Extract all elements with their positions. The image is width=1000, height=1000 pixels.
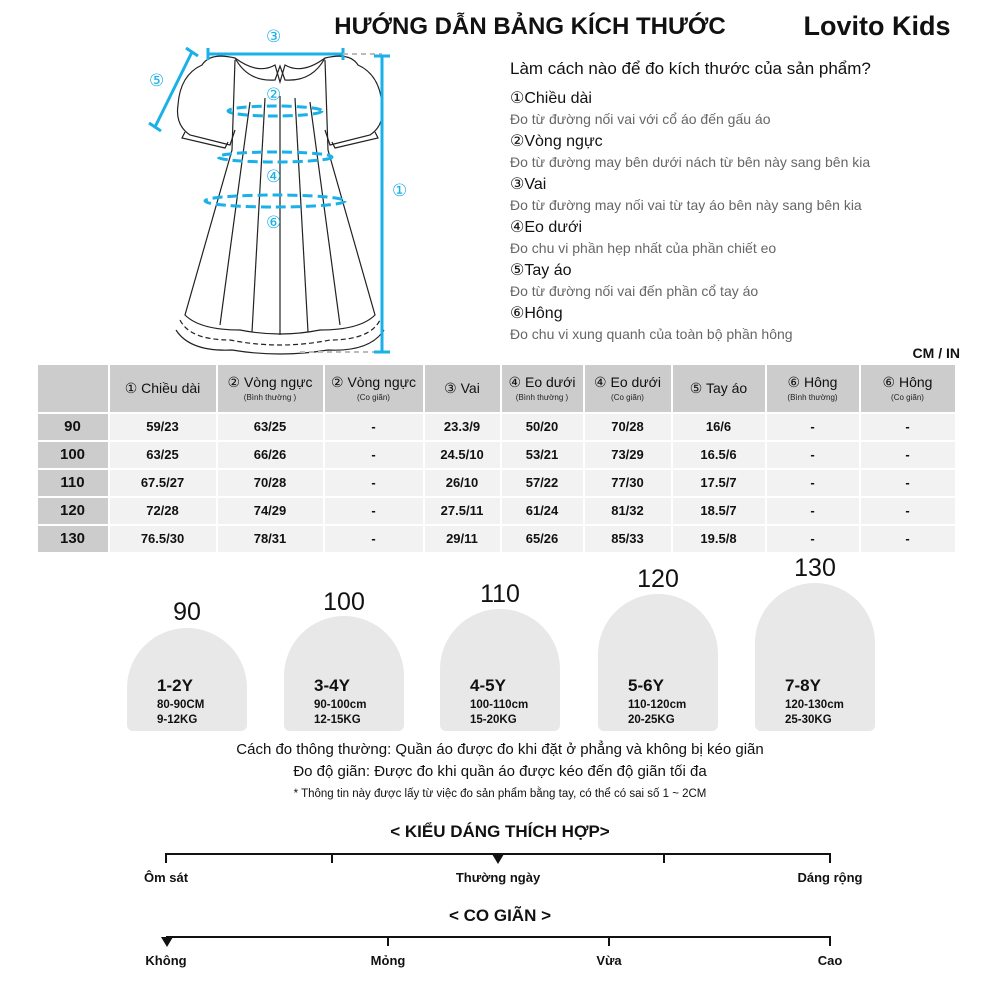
size-card-weight: 12-15KG — [314, 714, 361, 726]
size-card-number: 110 — [480, 580, 520, 608]
dress-illustration — [140, 20, 420, 360]
row-size-label: 130 — [38, 526, 108, 552]
table-cell: 81/32 — [585, 498, 671, 524]
size-card-age: 4-5Y — [470, 676, 506, 695]
table-cell: - — [325, 498, 423, 524]
size-card-height: 90-100cm — [314, 699, 367, 711]
table-cell: 65/26 — [502, 526, 583, 552]
column-header — [218, 365, 323, 412]
table-cell: 53/21 — [502, 442, 583, 468]
marker-1: ① — [392, 181, 408, 201]
table-cell: 23.3/9 — [425, 414, 500, 440]
stretch-label-thin: Mỏng — [370, 953, 406, 968]
fit-label-tight: Ôm sát — [143, 870, 189, 885]
table-cell: - — [767, 470, 859, 496]
definition-desc: Đo chu vi xung quanh của toàn bộ phần hông — [510, 326, 793, 342]
fit-label-loose: Dáng rộng — [797, 870, 863, 885]
column-header-sublabel: (Bình thường) — [787, 392, 838, 402]
table-cell: 74/29 — [218, 498, 323, 524]
definition-desc: Đo từ đường may bên dưới nách từ bên này sang bên kia — [510, 154, 871, 170]
fit-scale-tick — [663, 853, 665, 863]
marker-2: ② — [266, 85, 282, 105]
stretch-scale-tick — [829, 936, 831, 946]
row-size-label: 90 — [38, 414, 108, 440]
column-header — [673, 365, 765, 412]
row-size-label: 120 — [38, 498, 108, 524]
stretch-label-high: Cao — [817, 953, 843, 968]
size-card-age: 5-6Y — [628, 676, 664, 695]
table-row — [38, 526, 955, 552]
table-cell: - — [767, 526, 859, 552]
table-cell: 67.5/27 — [110, 470, 216, 496]
definition-title: ⑥Hông — [510, 305, 563, 322]
fit-scale-tick — [829, 853, 831, 863]
table-cell: 63/25 — [110, 442, 216, 468]
marker-3: ③ — [266, 27, 282, 47]
table-cell: - — [325, 414, 423, 440]
marker-6: ⑥ — [266, 213, 282, 233]
size-card-height: 120-130cm — [785, 699, 844, 711]
size-card-weight: 9-12KG — [157, 714, 198, 726]
table-cell: - — [767, 442, 859, 468]
note-normal-measure: Cách đo thông thường: Quần áo được đo khi đặt ở phẳng và không bị kéo giãn — [236, 741, 764, 758]
column-header-sublabel: (Co giãn) — [611, 392, 644, 402]
table-cell: 50/20 — [502, 414, 583, 440]
fit-scale-title: < KIỂU DÁNG THÍCH HỢP> — [390, 822, 610, 841]
column-header — [585, 365, 671, 412]
size-card-height: 100-110cm — [470, 699, 529, 711]
column-header — [767, 365, 859, 412]
table-cell: - — [767, 498, 859, 524]
definition-desc: Đo từ đường may nối vai từ tay áo bên này sang bên kia — [510, 197, 862, 213]
howto-question: Làm cách nào để đo kích thước của sản phẩm? — [510, 59, 871, 78]
fit-scale-tick — [331, 853, 333, 863]
table-cell: - — [325, 470, 423, 496]
fit-scale-marker — [492, 854, 504, 864]
size-table — [36, 363, 957, 554]
column-header-sublabel: (Co giãn) — [891, 392, 924, 402]
marker-5: ⑤ — [149, 71, 165, 91]
table-cell: 24.5/10 — [425, 442, 500, 468]
stretch-label-medium: Vừa — [596, 953, 622, 968]
size-card-weight: 25-30KG — [785, 714, 832, 726]
definition-sleeve — [510, 261, 980, 304]
column-header-label: ④ Eo dưới — [508, 373, 576, 390]
unit-label: CM / IN — [912, 345, 960, 361]
definition-title: ④Eo dưới — [510, 219, 583, 236]
table-cell: - — [325, 442, 423, 468]
marker-4: ④ — [266, 167, 282, 187]
dress-collar — [235, 58, 325, 82]
table-row — [38, 498, 955, 524]
stretch-scale-tick — [608, 936, 610, 946]
definition-desc: Đo chu vi phần hẹp nhất của phần chiết eo — [510, 240, 777, 256]
table-row — [38, 442, 955, 468]
row-size-label: 110 — [38, 470, 108, 496]
column-header-label: ③ Vai — [444, 379, 480, 396]
table-cell: - — [861, 470, 955, 496]
size-card-number: 100 — [323, 588, 365, 616]
stretch-label-none: Không — [145, 953, 187, 968]
page-title: HƯỚNG DẪN BẢNG KÍCH THƯỚC — [334, 13, 726, 40]
column-header-sublabel: (Co giãn) — [357, 392, 390, 402]
size-card-age: 7-8Y — [785, 676, 821, 695]
table-cell: 29/11 — [425, 526, 500, 552]
table-cell: 77/30 — [585, 470, 671, 496]
definition-title: ③Vai — [510, 176, 547, 193]
table-cell: - — [861, 498, 955, 524]
column-header-label: ⑥ Hông — [787, 373, 838, 390]
definition-desc: Đo từ đường nối vai với cổ áo đến gấu áo — [510, 111, 771, 127]
measurement-definitions — [510, 89, 980, 347]
table-row — [38, 470, 955, 496]
table-cell: 17.5/7 — [673, 470, 765, 496]
waist-measure-line — [218, 152, 332, 162]
note-stretch-measure: Đo độ giãn: Được đo khi quần áo được kéo đến độ giãn tối đa — [293, 763, 707, 780]
stretch-scale-title: < CO GIÃN > — [448, 906, 552, 925]
definition-chest — [510, 132, 980, 175]
definition-desc: Đo từ đường nối vai đến phần cổ tay áo — [510, 283, 759, 299]
table-cell: - — [861, 414, 955, 440]
table-cell: 78/31 — [218, 526, 323, 552]
column-header-label: ① Chiều dài — [124, 379, 201, 396]
size-card-weight: 15-20KG — [470, 714, 517, 726]
column-header — [110, 365, 216, 412]
fit-label-regular: Thường ngày — [455, 870, 541, 885]
brand-logo: Lovito Kids — [803, 11, 951, 41]
size-card-height: 110-120cm — [628, 699, 687, 711]
table-cell: 16.5/6 — [673, 442, 765, 468]
table-row — [38, 414, 955, 440]
table-cell: 27.5/11 — [425, 498, 500, 524]
definition-title: ⑤Tay áo — [510, 262, 572, 279]
table-cell: 57/22 — [502, 470, 583, 496]
size-card-weight: 20-25KG — [628, 714, 675, 726]
definition-shoulder — [510, 175, 980, 218]
dress-right-sleeve — [325, 56, 383, 145]
stretch-scale-marker — [161, 937, 173, 947]
stretch-scale-tick — [387, 936, 389, 946]
table-cell: 26/10 — [425, 470, 500, 496]
table-cell: 76.5/30 — [110, 526, 216, 552]
size-card-number: 130 — [794, 554, 836, 582]
column-header — [425, 365, 500, 412]
fit-scale-tick — [165, 853, 167, 863]
size-card-age: 1-2Y — [157, 676, 193, 695]
definition-title: ①Chiều dài — [510, 90, 592, 107]
size-card-height: 80-90CM — [157, 699, 205, 711]
table-cell: 59/23 — [110, 414, 216, 440]
dress-left-sleeve — [178, 56, 236, 145]
table-cell: 70/28 — [585, 414, 671, 440]
size-card-number: 90 — [173, 598, 201, 626]
table-cell: - — [861, 442, 955, 468]
definition-hip — [510, 304, 980, 347]
table-cell: 19.5/8 — [673, 526, 765, 552]
row-size-label: 100 — [38, 442, 108, 468]
column-header-label: ② Vòng ngực — [331, 373, 416, 390]
column-header-label: ④ Eo dưới — [594, 373, 661, 390]
table-cell: 85/33 — [585, 526, 671, 552]
definition-waist — [510, 218, 980, 261]
column-header-label: ② Vòng ngực — [227, 373, 313, 390]
hip-measure-line — [205, 195, 345, 207]
column-header-label: ⑥ Hông — [882, 373, 933, 390]
column-header — [325, 365, 423, 412]
column-header-label: ⑤ Tay áo — [689, 379, 748, 396]
table-cell: - — [325, 526, 423, 552]
chest-measure-line — [228, 106, 322, 116]
definition-title: ②Vòng ngực — [510, 133, 603, 150]
stretch-scale-line — [166, 936, 831, 938]
table-cell: - — [767, 414, 859, 440]
table-cell: 73/29 — [585, 442, 671, 468]
column-header — [861, 365, 955, 412]
size-card-number: 120 — [637, 565, 679, 593]
table-cell: 16/6 — [673, 414, 765, 440]
table-corner-cell — [38, 365, 108, 412]
table-cell: - — [861, 526, 955, 552]
table-cell: 70/28 — [218, 470, 323, 496]
table-cell: 61/24 — [502, 498, 583, 524]
table-cell: 66/26 — [218, 442, 323, 468]
definition-length — [510, 89, 980, 132]
column-header-sublabel: (Bình thường ) — [243, 392, 297, 402]
column-header — [502, 365, 583, 412]
column-header-sublabel: (Bình thường ) — [515, 392, 569, 402]
size-card-age: 3-4Y — [314, 676, 350, 695]
table-header-row — [38, 365, 955, 412]
note-disclaimer: * Thông tin này được lấy từ việc đo sản phẩm bằng tay, có thể có sai số 1 ~ 2CM — [293, 788, 707, 800]
table-cell: 18.5/7 — [673, 498, 765, 524]
table-cell: 72/28 — [110, 498, 216, 524]
table-cell: 63/25 — [218, 414, 323, 440]
